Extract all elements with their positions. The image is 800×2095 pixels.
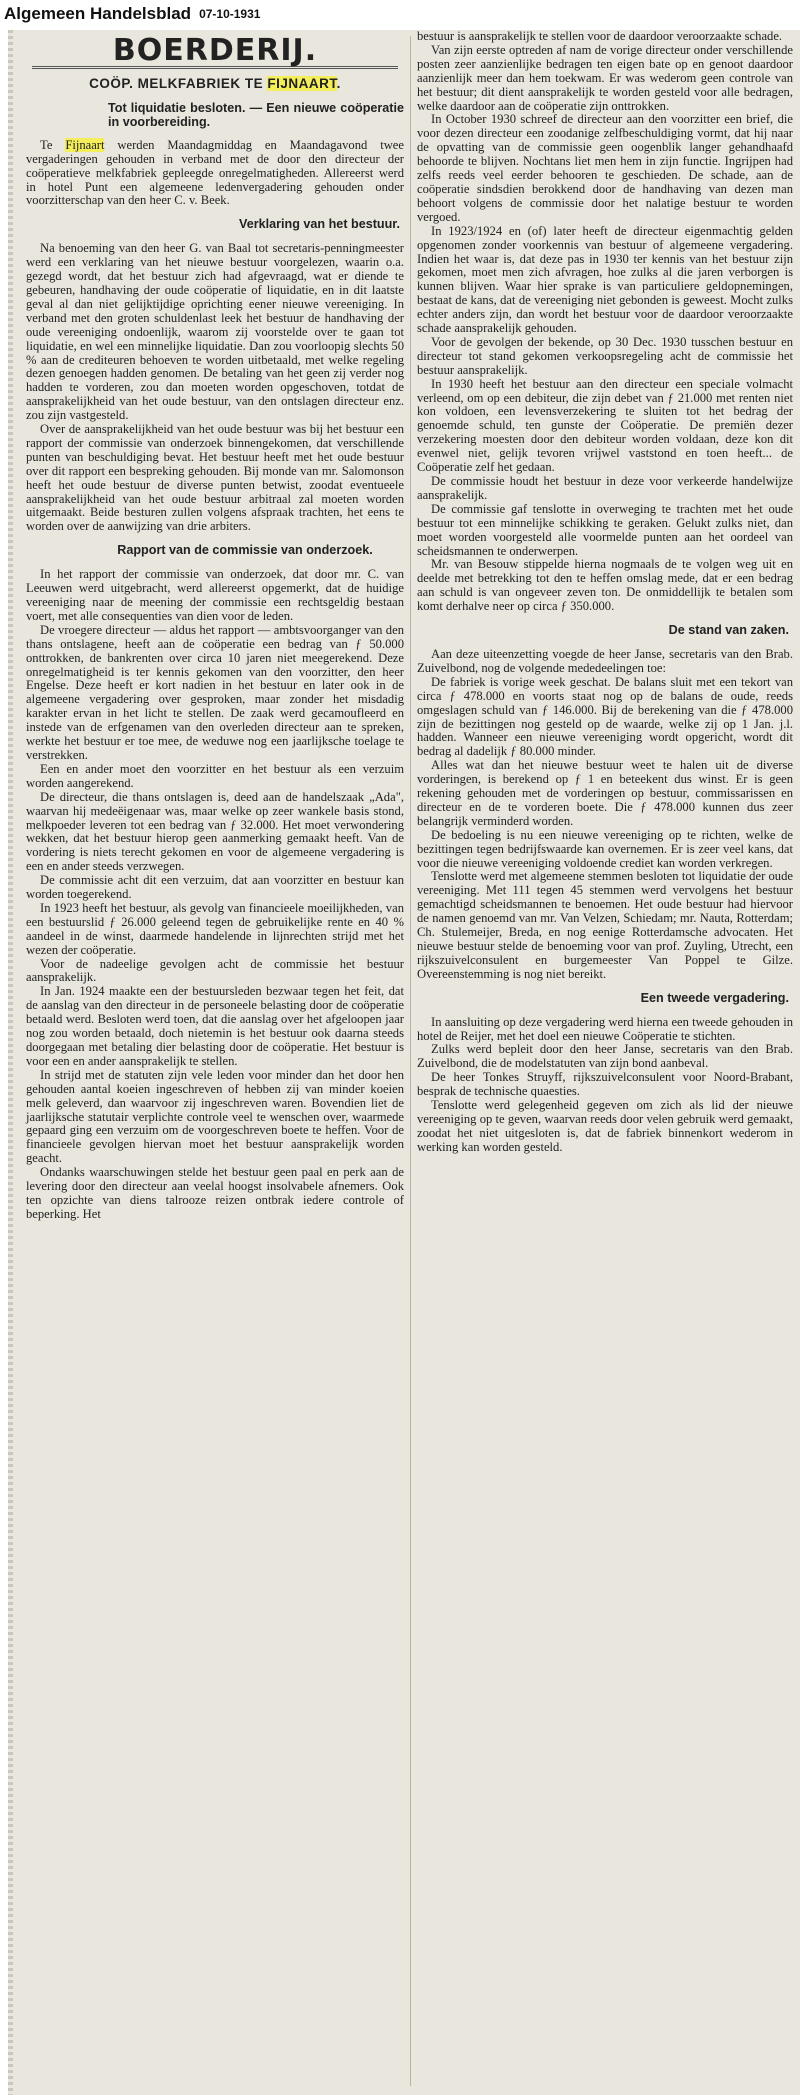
article-paragraph: In 1930 heeft het bestuur aan den directeur een speciale volmacht verleend, om op een debiteur, die zijn debet van ƒ 21.000 met renten niet kon voldoen, een levensverzekering te sluiten tot het bedrag der genoemde schuld, ten gunste der Coöperatie. De premiën dezer verzekering moesten door den debiteur worden voldaan, deze kon dit evenwel niet, gelijk tevoren vrijwel vaststond en toen heeft... de Coöperatie zelf het gedaan.: [417, 376, 793, 475]
intro-paragraph: [26, 139, 404, 209]
article-paragraph: In het rapport der commissie van onderzoek, dat door mr. C. van Leeuwen werd uitgebracht, werd allereerst opgemerkt, dat de huidige vereeniging naar de meening der commissie een rechtsgeldig bestaan voert, met alle consequenties van dien voor de leden.: [26, 567, 404, 623]
article-paragraph: Tenslotte werd met algemeene stemmen besloten tot liquidatie der oude vereeniging. Met 111 tegen 45 stemmen werd vervolgens het bestuur gemachtigd scheidsmannen te benoemen. Het oude bestuur had hiervoor de namen genoemd van mr. Van Velzen, Schiedam; mr. Nauta, Rotterdam; Ch. Stulemeijer, Breda, en nog eenige Rotterdamsche advocaten. Het nieuwe bestuur stelde de benoeming voor van prof. Zuyling, Utrecht, een rijkszuivelconsulent en burgemeester Van Poppel te Gilze. Overeenstemming is nog niet bereikt.: [417, 869, 793, 981]
article-paragraph: De vroegere directeur — aldus het rapport — ambtsvoorganger van den thans ontslagene, heeft aan de coöperatie een bedrag van ƒ 50.000 onttrokken, de bankrenten over circa 10 jaren niet meegerekend. Deze onregelmatigheid is ter kennis gekomen van den voorzitter, den heer Engelse. Deze heeft er kort nadien in het bestuur en later ook in de algemeene vergadering over gesproken, maar zonder het misdadig karakter ervan in het licht te stellen. De zaak werd gecamoufleerd en instede van de erfgenamen van den overleden directeur aan te spreken, werkte het bestuur er toe mee, de weduwe nog een jaarlijksche toelage te verstrekken.: [26, 622, 404, 762]
newspaper-clipping: [8, 30, 800, 2095]
article-paragraph: Mr. van Besouw stippelde hierna nogmaals de te volgen weg uit en deelde met betrekking tot den te heffen omslag mede, dat er een bedrag aan schuld is van ongeveer zeven ton. De onmiddellijk te betalen som komt derhalve neer op circa ƒ 350.000.: [417, 557, 793, 614]
intro-post: werden Maandagmiddag en Maandagavond twee vergaderingen gehouden in verband met de door den directeur der coöperatieve melkfabriek gepleegde onregelmatigheden. Allereerst werd in hotel Punt een algemeene ledenvergadering gehouden onder voorzitterschap van den heer C. v. Beek.: [26, 137, 404, 208]
headline-highlight: FIJNAART: [267, 75, 337, 91]
section-heading: Een tweede vergadering.: [640, 990, 789, 1005]
document-header: [0, 0, 800, 28]
article-paragraph: De directeur, die thans ontslagen is, deed aan de handelszaak „Ada", waarvan hij medeëigenaar was, maar welke op zeer wankele basis stond, melkpoeder leveren tot een bedrag van ƒ 32.000. Het moet verwondering wekken, dat het bestuur hierop geen aanmerking gemaakt heeft. Van de vordering is niets terecht gekomen en voor de algemeene vergadering is een en ander steeds verzwegen.: [26, 789, 404, 874]
section-title: BOERDERIJ.: [112, 33, 318, 68]
article-paragraph: Na benoeming van den heer G. van Baal tot secretaris-penningmeester werd een verklaring van het nieuwe bestuur voorgelezen, waarin o.a. gezegd wordt, dat het bestuur zich had afgevraagd, wat er diende te gebeuren, handhaving der oude coöperatie of liquidatie, en in dit laatste geval al dan niet gelijktijdige oprichting eener nieuwe vereeniging. In verband met den groten schuldenlast leek het bestuur de handhaving der oude vereeniging ondoenlijk, waarom zij voorstelde over te gaan tot liquidatie, en wel een minnelijke liquidatie. Dan zou voorloopig slechts 50 % aan de crediteuren behoeven te worden uitbetaald, met welke regeling dezen genoegen hadden genomen. De betaling van het geen zij verder nog hadden te vorderen, zou dan moeten worden opgeschoven, totdat de aansprakelijkheid van het oude bestuur, van den ontslagen directeur enz. zou zijn vastgesteld.: [26, 241, 404, 423]
article-paragraph: De commissie acht dit een verzuim, dat aan voorzitter en bestuur kan worden toegerekend.: [26, 873, 404, 902]
left-column: [26, 30, 404, 1222]
article-headline: [26, 77, 404, 91]
article-paragraph: De heer Tonkes Struyff, rijkszuivelconsulent voor Noord-Brabant, besprak de technische quaesties.: [417, 1070, 793, 1099]
intro-highlight: Fijnaart: [65, 137, 105, 152]
left-sections: [26, 218, 404, 1221]
section-heading: Verklaring van het bestuur.: [239, 217, 400, 232]
column-divider: [410, 36, 411, 2086]
clipping-edge: [8, 30, 13, 2095]
article-paragraph: De bedoeling is nu een nieuwe vereeniging op te richten, welke de bezittingen tegen bedrijfswaarde kan overnemen. Er is zeer veel kans, dat voor die nieuwe vereeniging voldoende crediet kan worden verkregen.: [417, 827, 793, 870]
article-paragraph: Van zijn eerste optreden af nam de vorige directeur onder verschillende posten zeer aanzienlijke bedragen ten eigen bate op en genoot daardoor aanzienlijk meer dan hem toekwam. Er was wederom geen controle van het bestuur; dit dient aansprakelijk te worden gesteld voor alle bedragen, welke daardoor aan de coöperatie zijn onttrokken.: [417, 42, 793, 113]
article-paragraph: Aan deze uiteenzetting voegde de heer Janse, secretaris van den Brab. Zuivelbond, nog de volgende mededeelingen toe:: [417, 646, 793, 675]
headline-post: .: [336, 75, 341, 91]
article-paragraph: Voor de nadeelige gevolgen acht de commissie het bestuur aansprakelijk.: [26, 956, 404, 985]
right-sections: [417, 30, 793, 1155]
publication-date: 07-10-1931: [199, 7, 261, 21]
article-paragraph: Tenslotte werd gelegenheid gegeven om zich als lid der nieuwe vereeniging op te geven, waarvan reeds door velen gebruik werd gemaakt, zoodat het niet uitgesloten is, dat de fabriek binnenkort wederom in werking kan worden gesteld.: [417, 1098, 793, 1154]
article-paragraph: De commissie houdt het bestuur in deze voor verkeerde handelwijze aansprakelijk.: [417, 474, 793, 502]
article-paragraph: De fabriek is vorige week geschat. De balans sluit met een tekort van circa ƒ 478.000 en voorts staat nog op de balans de oude, reeds omgeslagen schuld van ƒ 146.000. Bij de berekening van die ƒ 478.000 zijn de bezittingen nog gesteld op de waarde, welke zij op 1 Jan. j.l. hadden. Wanneer een nieuwe vereeniging wordt opgericht, wordt dit bedrag al dadelijk ƒ 80.000 minder.: [417, 674, 793, 759]
newspaper-name: Algemeen Handelsblad: [4, 4, 192, 23]
article-paragraph: In 1923/1924 en (of) later heeft de directeur eigenmachtig gelden opgenomen zonder voorkennis van bestuur of algemeene vergadering. Indien het waar is, dat deze pas in 1930 ter kennis van het bestuur zijn gekomen, moet men zich afvragen, hoe zulks al die jaren verborgen is kunnen blijven. Waar hier sprake is van particuliere geldopnemingen, bestaat de kans, dat de vereeniging niet gebonden is geweest. Mocht zulks echter anders zijn, dan wordt het bestuur voor de daardoor veroorzaakte schade aansprakelijk gehouden.: [417, 223, 793, 336]
article-paragraph: In 1923 heeft het bestuur, als gevolg van financieele moeilijkheden, van een bestuurslid ƒ 26.000 geleend tegen de gebruikelijke rente en 40 % aandeel in de winst, daarmede handelende in lijnrechten strijd met het wezen der coöperatie.: [26, 900, 404, 957]
article-paragraph: Een en ander moet den voorzitter en het bestuur als een verzuim worden aangerekend.: [26, 761, 404, 790]
section-heading: Rapport van de commissie van onderzoek.: [117, 543, 373, 558]
article-paragraph: In aansluiting op deze vergadering werd hierna een tweede gehouden in hotel de Reijer, met het doel een nieuwe Coöperatie te stichten.: [417, 1014, 793, 1043]
section-heading: De stand van zaken.: [668, 623, 789, 638]
article-paragraph: In October 1930 schreef de directeur aan den voorzitter een brief, die voor dezen directeur een zoodanige zelfbeschuldiging vormt, dat hij naar de opvatting van de commissie geen oogenblik langer gehandhaafd behoorde te blijven. Nochtans liet men hem in zijn functie. Ingrijpen had zelfs reeds veel eerder behooren te geschieden. De schade, aan de coöperatie sindsdien berokkend door de handhaving van dezen man behoort volgens de commissie door het nalatige bestuur te worden vergoed.: [417, 112, 793, 224]
article-paragraph: Ondanks waarschuwingen stelde het bestuur geen paal en perk aan de levering door den directeur aan veelal hoogst insolvabele afnemers. Ook ten opzichte van diens talrooze reizen ontbrak iedere controle of beperking. Het: [26, 1165, 404, 1221]
article-paragraph: Over de aansprakelijkheid van het oude bestuur was bij het bestuur een rapport der commissie van onderzoek binnengekomen, dat verschillende punten van beschuldiging bevat. Het bestuur heeft met het oude bestuur over dit rapport een bespreking gehouden. Bij monde van mr. Salomonson heeft het oude bestuur de diverse punten betwist, zoodat eventueele aansprakelijkheid van het oude bestuur arbitraal zal moeten worden uitgemaakt. Beide besturen zullen volgens afspraak trachten, het eens te worden over de aanwijzing van drie arbiters.: [26, 422, 404, 534]
article-paragraph: Voor de gevolgen der bekende, op 30 Dec. 1930 tusschen bestuur en directeur tot stand gekomen verkoopsregeling acht de commissie het bestuur aansprakelijk.: [417, 334, 793, 377]
article-paragraph: De commissie gaf tenslotte in overweging te trachten met het oude bestuur tot een minnelijke schikking te geraken. Gelukt zulks niet, dan moet worden voorgesteld alle voormelde punten aan het oordeel van scheidsmannen te onderwerpen.: [417, 501, 793, 558]
right-column: [417, 30, 793, 1155]
article-paragraph: Alles wat dan het nieuwe bestuur weet te halen uit de diverse vorderingen, is berekend op ƒ 1 en beteekent dus winst. Er is geen rekening gehouden met de vorderingen op bestuur, commissarissen en directeur en de te vorderen boete. Die ƒ 478.000 kunnen dus zeer belangrijk verminderd worden.: [417, 758, 793, 828]
intro-pre: Te: [40, 137, 66, 152]
headline-pre: COÖP. MELKFABRIEK TE: [89, 75, 268, 91]
article-subheadline: Tot liquidatie besloten. — Een nieuwe coöperatie in voorbereiding.: [108, 100, 404, 129]
article-paragraph: In strijd met de statuten zijn vele leden voor minder dan het door hen gehouden aantal koeien ingeschreven of hebben zij van minder koeien melk geleverd, dan waarvoor zij ingeschreven waren. Bovendien liet de jaarlijksche statutair verplichte controle veel te wenschen over, waarmede gepaard ging een verzuim om de voorgeschreven boete te heffen. Voor de financieele gevolgen hiervan moet het bestuur aansprakelijk worden geacht.: [26, 1067, 404, 1166]
article-paragraph: Zulks werd bepleit door den heer Janse, secretaris van den Brab. Zuivelbond, die de modelstatuten van zijn bond aanbeval.: [417, 1042, 793, 1071]
article-paragraph: bestuur is aansprakelijk te stellen voor de daardoor veroorzaakte schade.: [417, 30, 783, 43]
article-paragraph: In Jan. 1924 maakte een der bestuursleden bezwaar tegen het feit, dat de aanslag van den directeur in de personeele belasting door de coöperatie betaald werd. Besloten werd toen, dat die aanslag over het afgeloopen jaar nog zou worden betaald, doch nietemin is het bestuur ook daarna steeds doorgegaan met betaling dier belasting door de coöperatie. Het bestuur is voor een en ander aansprakelijk te stellen.: [26, 984, 404, 1068]
